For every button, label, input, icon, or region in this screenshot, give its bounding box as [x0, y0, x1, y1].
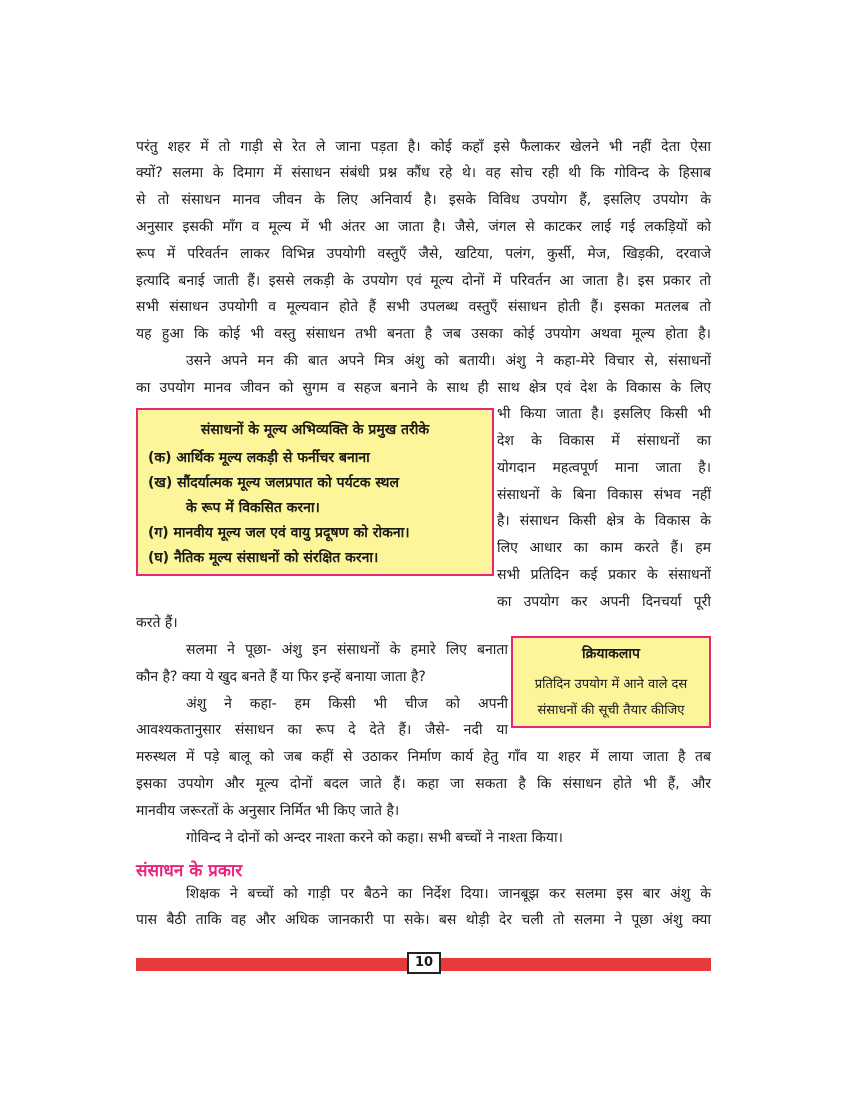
activity-text: प्रतिदिन उपयोग में आने वाले दस — [534, 677, 688, 692]
text-line: है। संसाधन किसी क्षेत्र के विकास के — [497, 513, 711, 529]
section-heading: संसाधन के प्रकार — [136, 861, 243, 881]
box-item: (घ) नैतिक मूल्य संसाधनों को संरक्षित करना। — [148, 550, 379, 566]
text-line: अंशु ने कहा- हम किसी भी चीज को अपनी — [186, 696, 508, 712]
text-line: इसका उपयोग और मूल्य दोनों बदल जाते हैं। कहा जा सकता है कि संसाधन होते भी हैं, और — [136, 776, 711, 792]
activity-title: क्रियाकलाप — [582, 646, 640, 662]
text-line: उसने अपने मन की बात अपने मित्र अंशु को बतायी। अंशु ने कहा-मेरे विचार से, संसाधनों — [186, 353, 711, 369]
text-line: यह हुआ कि कोई भी वस्तु संसाधन तभी बनता है जब उसका कोई उपयोग अथवा मूल्य होता है। — [136, 326, 711, 342]
text-line: का उपयोग मानव जीवन को सुगम व सहज बनाने के साथ ही साथ क्षेत्र एवं देश के विकास के लिए — [136, 380, 711, 396]
box-item: (ग) मानवीय मूल्य जल एवं वायु प्रदूषण को रोकना। — [148, 525, 410, 541]
page-number: 10 — [407, 952, 441, 974]
text-line: सभी संसाधन उपयोगी व मूल्यवान होते हैं सभी उपलब्ध वस्तुएँ संसाधन होती हैं। इसका मतलब तो — [136, 299, 711, 315]
text-line: करते हैं। — [136, 615, 178, 631]
box-item: (क) आर्थिक मूल्य लकड़ी से फर्नीचर बनाना — [148, 450, 370, 466]
box-item: (ख) सौंदर्यात्मक मूल्य जलप्रपात को पर्यटक स्थल — [148, 475, 399, 491]
text-line: इत्यादि बनाई जाती हैं। इससे लकड़ी के उपयोग एवं मूल्य दोनों में परिवर्तन आ जाता है। इस प्रकार तो — [136, 273, 711, 289]
text-line: योगदान महत्वपूर्ण माना जाता है। — [497, 460, 711, 476]
text-line: मरुस्थल में पड़े बालू को जब कहीं से उठाकर निर्माण कार्य हेतु गाँव या शहर में लाया जाता है तब — [136, 749, 711, 765]
box-title: संसाधनों के मूल्य अभिव्यक्ति के प्रमुख तरीके — [200, 422, 430, 438]
text-line: रूप में परिवर्तन लाकर विभिन्न उपयोगी वस्तुएँ जैसे, खटिया, पलंग, कुर्सी, मेज, खिड़की, दरवाजे — [136, 246, 711, 262]
value-expression-box — [136, 408, 494, 576]
text-line: पास बैठी ताकि वह और अधिक जानकारी पा सके। बस थोड़ी देर चली तो सलमा ने पूछा अंशु क्या — [136, 912, 711, 928]
text-line: क्यों? सलमा के दिमाग में संसाधन संबंधी प्रश्न कौंध रहे थे। वह सोच रही थी कि गोविन्द के हिसाब — [136, 165, 711, 181]
text-line: अनुसार इसकी माँग व मूल्य में भी अंतर आ जाता है। जैसे, जंगल से काटकर लाई गई लकड़ियों को — [136, 219, 711, 235]
text-line: मानवीय जरूरतों के अनुसार निर्मित भी किए जाते है। — [136, 803, 400, 819]
text-line: सलमा ने पूछा- अंशु इन संसाधनों के हमारे लिए बनाता — [186, 642, 508, 658]
text-line: लिए आधार का काम करते हैं। हम — [497, 540, 711, 556]
text-line: आवश्यकतानुसार संसाधन का रूप दे देते हैं। जैसे- नदी या — [136, 722, 508, 738]
text-line: सभी प्रतिदिन कई प्रकार के संसाधनों — [497, 567, 711, 583]
box-item: के रूप में विकसित करना। — [186, 500, 320, 516]
text-line: शिक्षक ने बच्चों को गाड़ी पर बैठने का निर्देश दिया। जानबूझ कर सलमा इस बार अंशु के — [186, 886, 711, 902]
activity-box — [511, 636, 711, 728]
text-line: से तो संसाधन मानव जीवन के लिए अनिवार्य है। इसके विविध उपयोग हैं, इसलिए उपयोग के — [136, 192, 711, 208]
text-line: परंतु शहर में तो गाड़ी से रेत ले जाना पड़ता है। कोई कहाँ इसे फैलाकर खेलने भी नहीं देता ऐसा — [136, 139, 711, 155]
text-line: कौन है? क्या ये खुद बनते हैं या फिर इन्हें बनाया जाता है? — [136, 669, 426, 685]
activity-text: संसाधनों की सूची तैयार कीजिए — [537, 703, 685, 718]
text-line: गोविन्द ने दोनों को अन्दर नाश्ता करने को कहा। सभी बच्चों ने नाश्ता किया। — [186, 830, 563, 846]
text-line: का उपयोग कर अपनी दिनचर्या पूरी — [497, 594, 711, 610]
text-line: भी किया जाता है। इसलिए किसी भी — [497, 406, 711, 422]
text-line: संसाधनों के बिना विकास संभव नहीं — [497, 487, 711, 503]
text-line: देश के विकास में संसाधनों का — [497, 433, 711, 449]
